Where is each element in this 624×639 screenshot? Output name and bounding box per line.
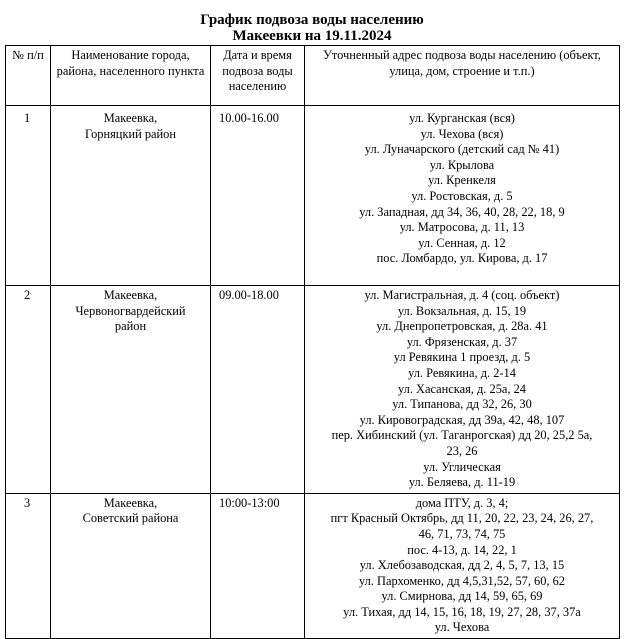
address-line: пер. Хибинский (ул. Таганрогская) дд 20, 25,2 5а, [331,428,593,443]
table-row [6,106,620,286]
address-line: ул. Кренкеля [428,173,496,188]
address-line: пгт Красный Октябрь, дд 11, 20, 22, 23, 24, 26, 27, [330,511,594,526]
row-addresses [305,286,620,494]
place-line: Горняцкий район [85,126,176,141]
address-line: ул. Луначарского (детский сад № 41) [364,142,560,157]
table-row [6,493,620,638]
address-line: ул. Типанова, дд 32, 26, 30 [392,397,532,412]
address-line: ул. Сенная, д. 12 [418,235,506,250]
document-title [0,12,624,44]
header-time: Дата и время подвоза воды населению [211,46,305,106]
address-line: ул. Днепропетровская, д. 28а. 41 [376,319,548,334]
address-line: ул. Матросова, д. 11, 13 [399,220,525,235]
header-num: № п/п [6,46,51,106]
row-number: 2 [6,286,51,494]
address-line: ул Ревякина 1 проезд, д. 5 [393,350,531,365]
row-addresses [305,106,620,286]
address-line: ул. Ростовская, д. 5 [411,188,513,203]
address-line: ул. Пархоменко, дд 4,5,31,52, 57, 60, 62 [358,573,566,588]
address-line: ул. Вокзальная, д. 15, 19 [397,303,527,318]
header-place: Наименование города, района, населенного пункта [51,46,211,106]
address-line: ул. Хасанская, д. 25а, 24 [398,381,526,396]
table-header-row [6,46,620,106]
header-address: Уточненный адрес подвоза воды населению (объект, улица, дом, строение и т.п.) [305,46,620,106]
address-line: ул. Кировоградская, дд 39а, 42, 48, 107 [359,412,565,427]
row-addresses [305,493,620,638]
address-line: ул. Углическая [423,459,501,474]
row-place [51,493,211,638]
address-line: дома ПТУ, д. 3, 4; [415,495,509,510]
place-line: Макеевка, [103,288,158,302]
row-number: 1 [6,106,51,286]
row-time: 09.00-18.00 [211,286,305,494]
water-schedule-table [5,45,620,639]
address-line: 23, 26 [446,443,478,458]
address-line: ул. Чехова (вся) [420,126,504,141]
address-line: ул. Магистральная, д. 4 (соц. объект) [364,288,560,302]
address-line: ул. Ревякина, д. 2-14 [408,365,516,380]
address-line: ул. Беляева, д. 11-19 [408,475,516,490]
address-line: 46, 71, 73, 74, 75 [418,526,506,541]
title-line-1: График подвоза воды населению [200,12,424,28]
title-line-2: Макеевки на 19.11.2024 [232,28,392,44]
address-line: ул. Западная, дд 34, 36, 40, 28, 22, 18, 9 [359,204,565,219]
address-line: пос. Ломбардо, ул. Кирова, д. 17 [376,251,548,266]
row-time: 10:00-13:00 [211,493,305,638]
address-line: ул. Тихая, дд 14, 15, 16, 18, 19, 27, 28, 37, 37а [343,604,581,619]
place-line: Советский района [82,511,179,526]
address-line: ул. Чехова [434,620,490,635]
table-row [6,286,620,494]
row-place [51,106,211,286]
address-line: ул. Фрязенская, д. 37 [406,334,518,349]
row-place [51,286,211,494]
place-line: Макеевка, [103,495,158,510]
address-line: ул. Смирнова, дд 14, 59, 65, 69 [381,589,543,604]
row-number: 3 [6,493,51,638]
address-line: ул. Курганская (вся) [409,111,515,125]
address-line: пос. 4-13, д. 14, 22, 1 [407,542,517,557]
place-line: Макеевка, [103,111,158,125]
place-line: район [114,319,147,334]
address-line: ул. Крылова [429,157,495,172]
address-line: ул. Хлебозаводская, дд 2, 4, 5, 7, 13, 15 [359,558,565,573]
row-time: 10.00-16.00 [211,106,305,286]
place-line: Червоногвардейский [75,303,186,318]
table-body [6,106,620,639]
